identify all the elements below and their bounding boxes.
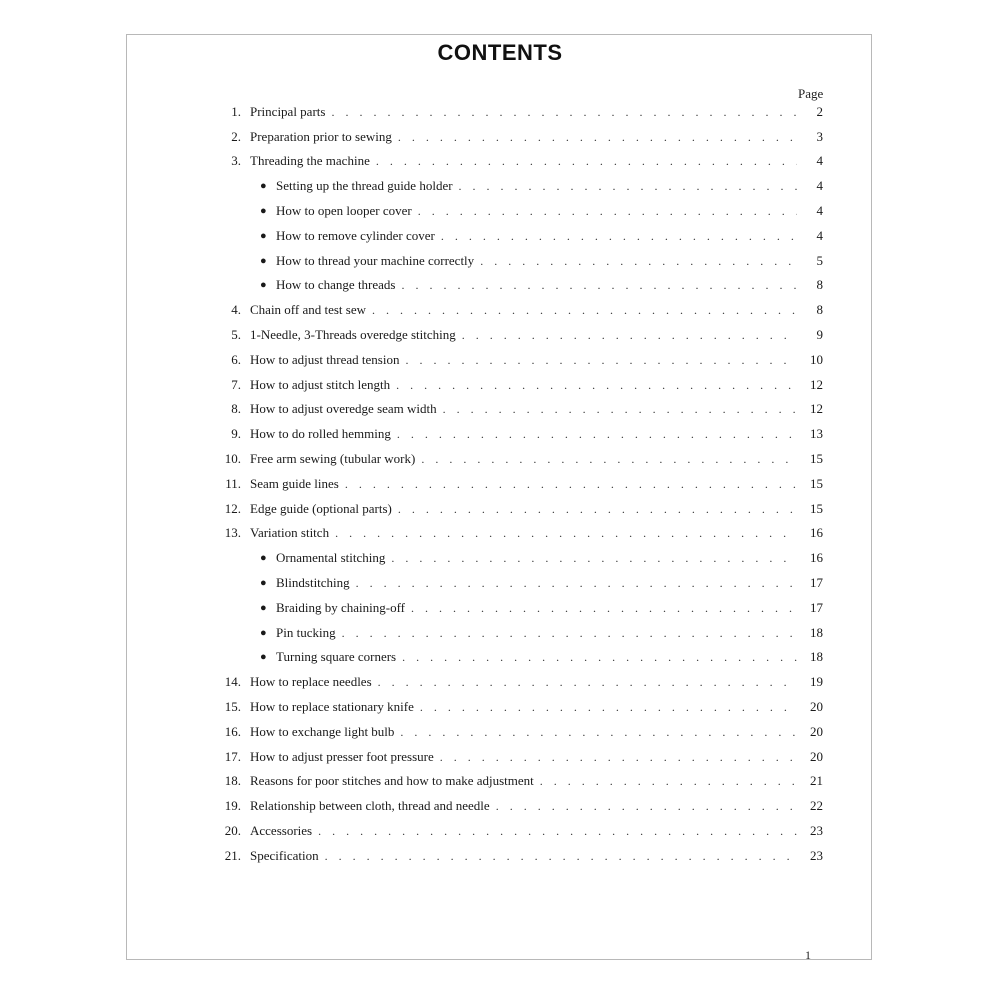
toc-subentry bbox=[210, 591, 825, 616]
toc-entry-page: 9 bbox=[816, 326, 823, 342]
toc-entry-page: 20 bbox=[810, 748, 823, 764]
toc-entry-page: 4 bbox=[816, 178, 823, 194]
dot-leader bbox=[398, 501, 797, 517]
toc-entry-number: 14. bbox=[224, 674, 241, 690]
toc-entry-number: 20. bbox=[224, 822, 241, 838]
toc-entry-number: 2. bbox=[231, 128, 241, 144]
dot-leader bbox=[325, 848, 797, 864]
toc-entry-title: How to adjust presser foot pressure bbox=[250, 748, 434, 764]
dot-leader bbox=[372, 302, 797, 318]
toc-entry-number: 3. bbox=[231, 153, 241, 169]
toc-entry-title: Accessories bbox=[250, 822, 313, 838]
toc-entry bbox=[210, 765, 825, 790]
toc-entry-title: How to exchange light bulb bbox=[250, 723, 395, 739]
toc-entry-title: How to thread your machine correctly bbox=[276, 252, 475, 268]
toc-entry-title: Free arm sewing (tubular work) bbox=[250, 450, 416, 466]
dot-leader bbox=[540, 773, 797, 789]
toc-entry-title: Preparation prior to sewing bbox=[250, 128, 392, 144]
toc-entry-page: 15 bbox=[810, 475, 823, 491]
toc-entry-page: 13 bbox=[810, 426, 823, 442]
toc-entry bbox=[210, 839, 825, 864]
toc-entry-title: How to adjust overedge seam width bbox=[250, 401, 437, 417]
bullet-icon: ● bbox=[260, 180, 267, 193]
dot-leader bbox=[396, 377, 797, 393]
toc-entry bbox=[210, 343, 825, 368]
toc-entry-number: 16. bbox=[224, 723, 241, 739]
toc-entry-page: 20 bbox=[810, 698, 823, 714]
toc-entry-number: 19. bbox=[224, 798, 241, 814]
toc-entry-title: Blindstitching bbox=[276, 574, 350, 590]
dot-leader bbox=[345, 476, 797, 492]
toc-entry-title: Ornamental stitching bbox=[276, 550, 386, 566]
toc-entry-title: Reasons for poor stitches and how to make adjustment bbox=[250, 773, 534, 789]
page-title: CONTENTS bbox=[437, 40, 563, 65]
toc-entry-number: 7. bbox=[231, 376, 241, 392]
dot-leader bbox=[402, 277, 798, 293]
toc-subentry bbox=[210, 244, 825, 269]
toc-entry-title: Turning square corners bbox=[276, 649, 397, 665]
toc-entry-page: 4 bbox=[816, 153, 823, 169]
toc-entry-number: 8. bbox=[231, 401, 241, 417]
toc-entry bbox=[210, 442, 825, 467]
toc-entry-page: 4 bbox=[816, 202, 823, 218]
dot-leader bbox=[318, 823, 797, 839]
toc-entry-title: How to adjust stitch length bbox=[250, 376, 391, 392]
dot-leader bbox=[391, 550, 797, 566]
bullet-icon: ● bbox=[260, 204, 267, 217]
toc-entry-title: Seam guide lines bbox=[250, 475, 339, 491]
toc-subentry bbox=[210, 169, 825, 194]
bullet-icon: ● bbox=[260, 626, 267, 639]
dot-leader bbox=[335, 525, 797, 541]
toc-subentry bbox=[210, 541, 825, 566]
toc-entry-number: 21. bbox=[224, 847, 241, 863]
toc-entry-page: 22 bbox=[810, 798, 823, 814]
dot-leader bbox=[441, 228, 797, 244]
toc-entry-page: 4 bbox=[816, 227, 823, 243]
toc-entry-page: 3 bbox=[816, 128, 823, 144]
dot-leader bbox=[440, 749, 797, 765]
toc-entry-title: How to replace stationary knife bbox=[250, 698, 414, 714]
dot-leader bbox=[397, 426, 797, 442]
toc-entry-title: How to replace needles bbox=[250, 674, 372, 690]
dot-leader bbox=[331, 104, 797, 120]
bullet-icon: ● bbox=[260, 279, 267, 292]
toc-entry-title: Specification bbox=[250, 847, 319, 863]
toc-entry-number: 5. bbox=[231, 326, 241, 342]
toc-entry-page: 10 bbox=[810, 351, 823, 367]
toc-subentry bbox=[210, 641, 825, 666]
toc-entry-page: 5 bbox=[816, 252, 823, 268]
dot-leader bbox=[459, 178, 797, 194]
toc-entry-title: How to adjust thread tension bbox=[250, 351, 400, 367]
toc-entry-page: 8 bbox=[816, 277, 823, 293]
toc-entry-page: 17 bbox=[810, 574, 823, 590]
toc-entry-number: 9. bbox=[231, 426, 241, 442]
toc-entry-page: 2 bbox=[816, 103, 823, 119]
bullet-icon: ● bbox=[260, 552, 267, 565]
toc-subentry bbox=[210, 616, 825, 641]
page-number: 1 bbox=[805, 948, 811, 962]
toc-entry-number: 1. bbox=[231, 103, 241, 119]
toc-entry bbox=[210, 690, 825, 715]
toc-entry-page: 23 bbox=[810, 847, 823, 863]
toc-entry-page: 12 bbox=[810, 376, 823, 392]
toc-entry bbox=[210, 715, 825, 740]
dot-leader bbox=[421, 451, 797, 467]
toc-entry-title: Relationship between cloth, thread and needle bbox=[250, 798, 490, 814]
toc-entry bbox=[210, 740, 825, 765]
toc-entry-title: How to remove cylinder cover bbox=[276, 227, 435, 243]
toc-subentry bbox=[210, 194, 825, 219]
toc-entry bbox=[210, 318, 825, 343]
toc-entry-page: 16 bbox=[810, 550, 823, 566]
toc-entry-number: 18. bbox=[224, 773, 241, 789]
toc-entry-number: 4. bbox=[231, 302, 241, 318]
toc-entry-number: 6. bbox=[231, 351, 241, 367]
dot-leader bbox=[418, 203, 797, 219]
toc-entry-number: 10. bbox=[224, 450, 241, 466]
dot-leader bbox=[405, 352, 797, 368]
toc-entry-page: 8 bbox=[816, 302, 823, 318]
toc-entry-page: 15 bbox=[810, 500, 823, 516]
toc-entry-page: 17 bbox=[810, 599, 823, 615]
dot-leader bbox=[378, 674, 797, 690]
toc-entry-title: 1-Needle, 3-Threads overedge stitching bbox=[250, 326, 456, 342]
toc-entry-title: Braiding by chaining-off bbox=[276, 599, 406, 615]
toc-entry bbox=[210, 368, 825, 393]
dot-leader bbox=[411, 600, 797, 616]
toc-entry bbox=[210, 293, 825, 318]
toc-entry-page: 15 bbox=[810, 450, 823, 466]
bullet-icon: ● bbox=[260, 651, 267, 664]
toc-entry-number: 17. bbox=[224, 748, 241, 764]
toc-entry-title: Variation stitch bbox=[250, 525, 330, 541]
bullet-icon: ● bbox=[260, 254, 267, 267]
toc-entry bbox=[210, 417, 825, 442]
toc-subentry bbox=[210, 269, 825, 294]
toc-subentry bbox=[210, 566, 825, 591]
dot-leader bbox=[398, 129, 797, 145]
dot-leader bbox=[356, 575, 797, 591]
bullet-icon: ● bbox=[260, 576, 267, 589]
toc-entry bbox=[210, 814, 825, 839]
dot-leader bbox=[342, 625, 797, 641]
dot-leader bbox=[420, 699, 797, 715]
toc-entry-page: 19 bbox=[810, 674, 823, 690]
dot-leader bbox=[443, 401, 797, 417]
toc-entry bbox=[210, 120, 825, 145]
toc-entry-title: Principal parts bbox=[250, 103, 326, 119]
bullet-icon: ● bbox=[260, 601, 267, 614]
toc-entry bbox=[210, 393, 825, 418]
toc-entry-title: Pin tucking bbox=[276, 624, 336, 640]
toc-entry-number: 13. bbox=[224, 525, 241, 541]
toc-entry bbox=[210, 467, 825, 492]
toc-entry-title: Chain off and test sew bbox=[250, 302, 367, 318]
dot-leader bbox=[400, 724, 797, 740]
toc-entry-page: 20 bbox=[810, 723, 823, 739]
toc-entry-page: 23 bbox=[810, 822, 823, 838]
toc-entry-page: 18 bbox=[810, 649, 823, 665]
dot-leader bbox=[496, 798, 797, 814]
toc-entry-title: How to do rolled hemming bbox=[250, 426, 391, 442]
toc-entry-title: Threading the machine bbox=[250, 153, 370, 169]
dot-leader bbox=[376, 153, 797, 169]
toc-entry-number: 15. bbox=[224, 698, 241, 714]
toc-subentry bbox=[210, 219, 825, 244]
toc-entry bbox=[210, 492, 825, 517]
dot-leader bbox=[480, 253, 797, 269]
toc-entry-title: Setting up the thread guide holder bbox=[276, 178, 453, 194]
dot-leader bbox=[402, 649, 797, 665]
bullet-icon: ● bbox=[260, 229, 267, 242]
toc-entry-page: 21 bbox=[810, 773, 823, 789]
toc-entry-number: 11. bbox=[225, 475, 241, 491]
dot-leader bbox=[462, 327, 797, 343]
toc-entry bbox=[210, 665, 825, 690]
toc-entry-title: Edge guide (optional parts) bbox=[250, 500, 392, 516]
toc-entry bbox=[210, 789, 825, 814]
toc-entry bbox=[210, 145, 825, 170]
toc-entry bbox=[210, 95, 825, 120]
toc-entry-number: 12. bbox=[224, 500, 241, 516]
toc-entry-page: 18 bbox=[810, 624, 823, 640]
toc-entry-title: How to open looper cover bbox=[276, 202, 412, 218]
toc-entry-page: 12 bbox=[810, 401, 823, 417]
toc-entry bbox=[210, 517, 825, 542]
table-of-contents bbox=[210, 95, 825, 864]
page-column-label: Page bbox=[798, 86, 824, 101]
toc-entry-title: How to change threads bbox=[276, 277, 396, 293]
toc-entry-page: 16 bbox=[810, 525, 823, 541]
